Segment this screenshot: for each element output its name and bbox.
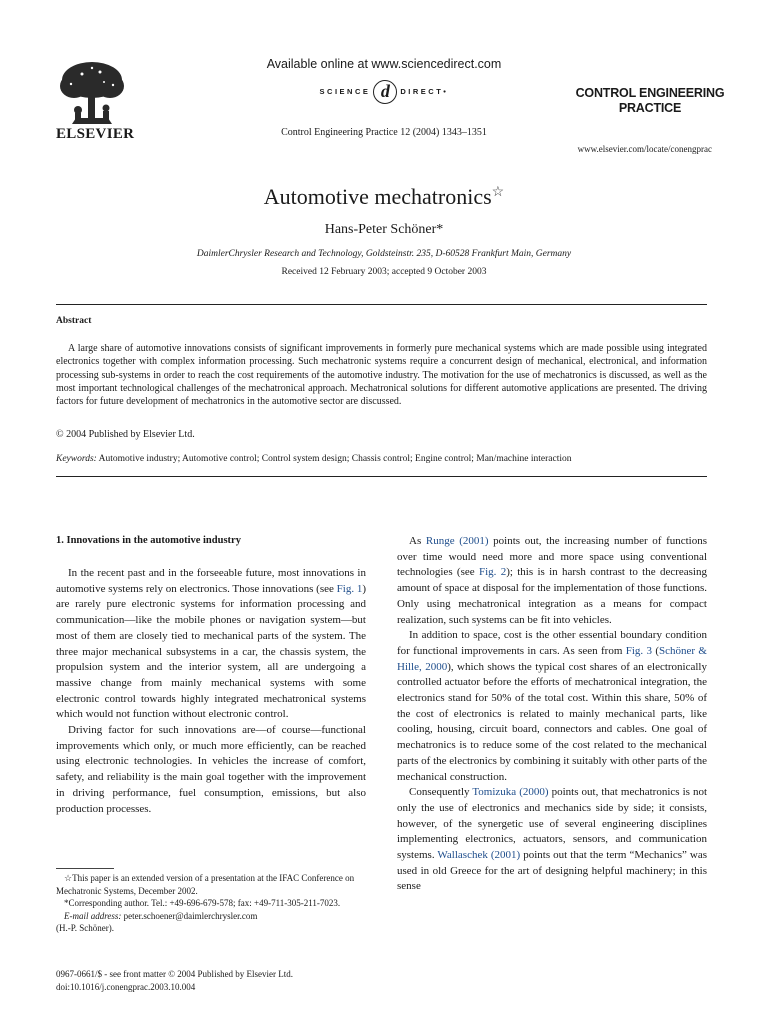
text-run: ); this is in harsh contrast to the decreasing amount of space at disposal for the implementation of those functions. Only using mechatronical integration as a means for compact realization, such systems can be fit into vehicles.	[397, 566, 707, 626]
schoener-hille-2000-link[interactable]: Schöner & Hille, 2000	[397, 644, 707, 673]
footnote-corresponding: *Corresponding author. Tel.: +49-696-679-578; fax: +49-711-305-211-7023.	[64, 898, 341, 909]
sciencedirect-right: DIRECT•	[400, 86, 449, 96]
paragraph	[397, 785, 707, 895]
text-run: points out that the term “Mechanics” was used in old Greece for the art of designing helpful machinery; in this sense	[397, 849, 708, 893]
article-title	[0, 184, 768, 210]
publisher-name: ELSEVIER	[56, 126, 135, 142]
journal-brand-line1: CONTROL ENGINEERING	[575, 86, 725, 100]
footnote-star	[56, 872, 368, 897]
text-run: ) are rarely pure electronic systems for information processing and communication—like the mobile phones or navigation system—but most of them are closely tied to mechanical parts of the system. The three major mechanical subsystems in a car, the chassis system, the propulsion system and the interior system, all are undergoing a massive change from mainly mechanical systems with some electronic control towards highly integrated mechatronical systems which would not function without electronic control.	[56, 582, 366, 721]
text-run: In addition to space, cost is the other essential boundary condition for functional improvements in cars. As seen from	[397, 629, 707, 657]
sciencedirect-left: SCIENCE	[319, 86, 371, 96]
runge-2001-link[interactable]: Runge (2001)	[425, 535, 489, 547]
text-run: In the recent past and in the forseeable future, most innovations in automotive systems rely on electronics. Those innovations (see	[56, 567, 366, 595]
keywords-list: Automotive industry; Automotive control; Control system design; Chassis control; Engine control; Man/machine interaction	[98, 454, 572, 464]
keywords-label: Keywords:	[56, 454, 97, 464]
abstract-heading: Abstract	[56, 316, 92, 326]
email-label: E-mail address:	[64, 910, 122, 921]
keywords	[56, 454, 572, 464]
paragraph: Driving factor for such innovations are—of course—functional improvements which only, or much more efficiently, can be reached using electronic technologies. In vehicles the increase of comfort, safety, and reliability is the main goal together with the improvement in driving performance, fuel consumption, emissions, but also production processes.	[56, 724, 366, 815]
paragraph	[56, 566, 366, 723]
section-heading: 1. Innovations in the automotive industry	[56, 535, 241, 546]
fig1-link[interactable]: Fig. 1	[336, 582, 363, 595]
text-run: (	[652, 644, 660, 657]
footnote-star-icon: ☆	[64, 873, 73, 883]
tomizuka-2000-link[interactable]: Tomizuka (2000)	[472, 786, 549, 799]
author-affiliation: DaimlerChrysler Research and Technology, Goldsteinstr. 235, D-60528 Frankfurt Main, Germany	[196, 249, 572, 259]
footnote-rule	[56, 868, 114, 869]
text-run: As	[409, 535, 426, 547]
wallaschek-2001-link[interactable]: Wallaschek (2001)	[437, 849, 521, 862]
received-dates: Received 12 February 2003; accepted 9 October 2003	[281, 267, 487, 277]
abstract-bottom-rule	[56, 476, 707, 477]
available-online-text: Available online at www.sciencedirect.com	[266, 57, 502, 71]
journal-brand-line2: PRACTICE	[618, 101, 682, 115]
fig2-link[interactable]: Fig. 2	[478, 566, 507, 579]
right-column	[397, 534, 707, 895]
sciencedirect-d-icon: d	[373, 80, 397, 104]
left-column	[56, 566, 366, 817]
article-title-text: Automotive mechatronics	[263, 184, 492, 209]
text-run: Consequently	[409, 786, 473, 799]
front-matter-text: 0967-0661/$ - see front matter © 2004 Published by Elsevier Ltd.	[56, 969, 294, 979]
paragraph	[397, 628, 707, 785]
front-matter	[56, 968, 293, 993]
title-footnote-star-icon[interactable]: ☆	[491, 185, 505, 200]
paragraph	[397, 534, 707, 628]
journal-citation: Control Engineering Practice 12 (2004) 1343–1351	[281, 127, 487, 138]
text-run: ), which shows the typical cost shares of an electronically controlled actuator before the efforts of mechatronical integration, the electronics stand for 50% of the total cost. Within this share, 50% of the cost of electronics is related to mainly mechanical parts, like cooling, housing, circuit board, connectors and cables. One goal of mechatronics is to reduce some of the cost related to the mechanical parts of the electronics by combining it suitably with other parts of the mechanical construction.	[397, 660, 707, 783]
abstract-top-rule	[56, 304, 707, 305]
journal-url-link[interactable]: www.elsevier.com/locate/conengprac	[577, 144, 712, 154]
email-link[interactable]: peter.schoener@daimlerchrysler.com	[123, 910, 258, 921]
footnote-email	[56, 910, 368, 923]
journal-brand	[560, 86, 740, 116]
doi-link[interactable]: doi:10.1016/j.conengprac.2003.10.004	[56, 981, 196, 992]
footnote-text: This paper is an extended version of a presentation at the IFAC Conference on Mechatronic Systems, December 2002.	[56, 873, 355, 896]
text-run: points out, that mechatronics is not only the use of electronics and mechanics side by side; it consists, however, of the synergetic use of several engineering disciplines implementing electronics, actuators, sensors, and communication systems.	[397, 786, 708, 862]
fig3-link[interactable]: Fig. 3	[625, 644, 653, 657]
abstract-text: A large share of automotive innovations consists of significant improvements in formerly pure mechanical systems which are made possible using integrated electronics together with complex information processing. Such mechatronic systems require a concurrent design of mechanical, electronical, and information processing sub-systems in order to reach the cost requirements of the automotive industry. The motivation for the use of mechatronics is discussed, as well as the most important technological challenges of the mechatronical approach. Mechatronical solutions for different automotive applications are presented. The driving factors for future development of mechatronics in the automotive sector are discussed.	[56, 343, 707, 408]
article-author: Hans-Peter Schöner*	[324, 222, 444, 237]
footnotes	[56, 872, 368, 935]
abstract-copyright: © 2004 Published by Elsevier Ltd.	[56, 429, 195, 440]
text-run: points out, the increasing number of functions over time would need more and more space using conventional technologies (see	[397, 535, 708, 579]
email-owner: (H.-P. Schöner).	[56, 923, 114, 934]
